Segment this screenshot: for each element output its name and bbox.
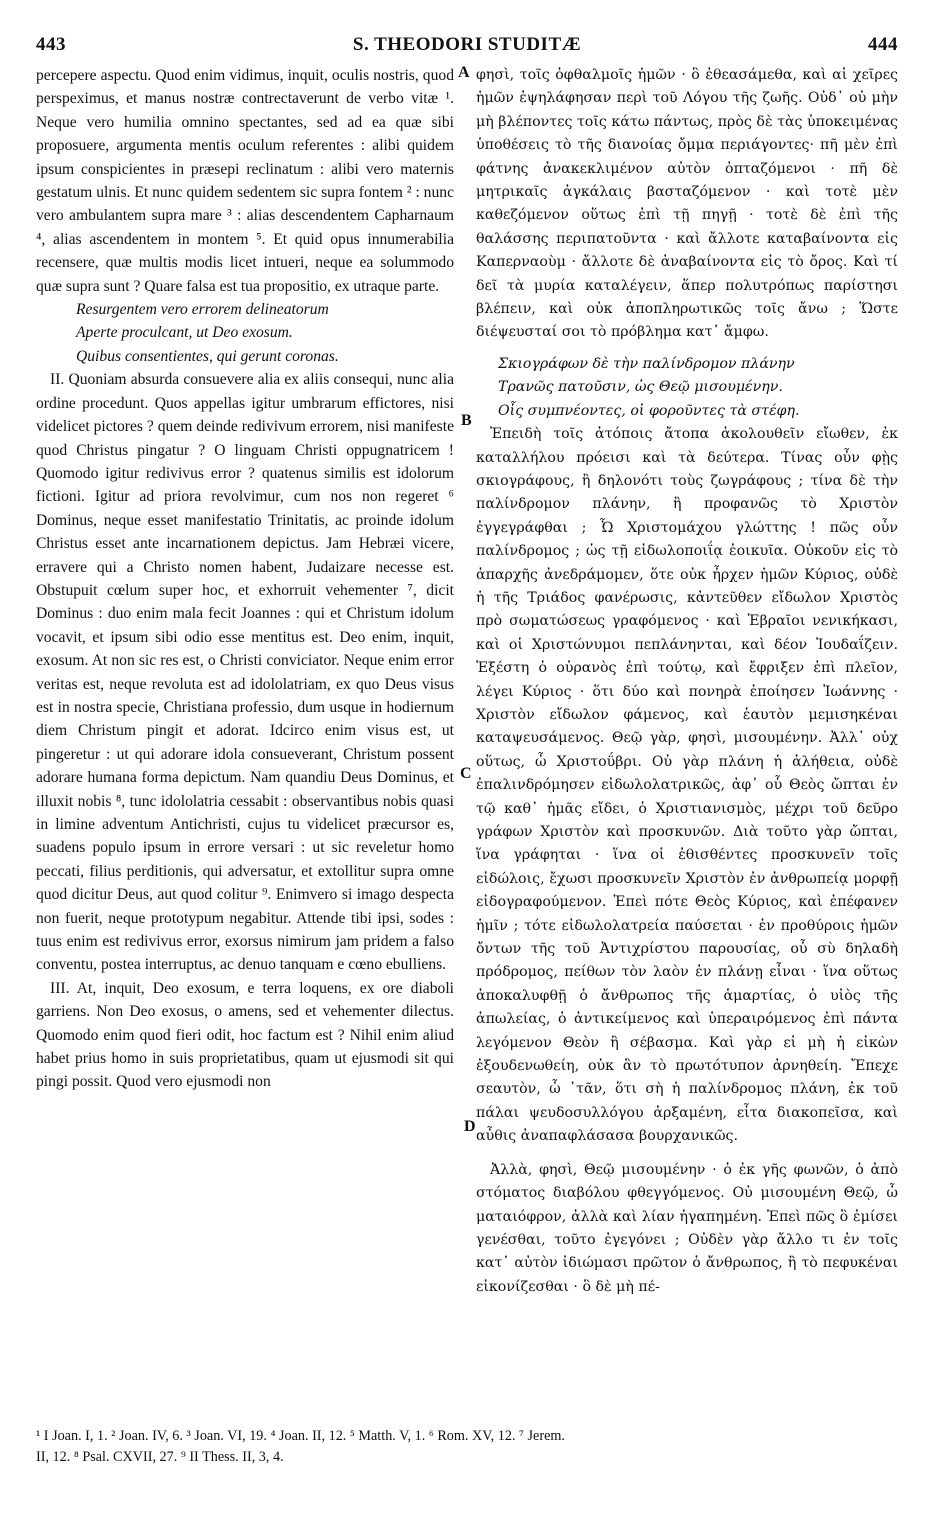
- latin-verse-line: Aperte proculcant, ut Deo exosum.: [76, 324, 293, 342]
- latin-verse-line: Quibus consentientes, qui gerunt coronas.: [76, 347, 339, 365]
- greek-verse-line: Σκιογράφων δὲ τὴν παλίνδρομον πλάνην: [498, 355, 795, 372]
- margin-marker-b: B: [461, 412, 472, 429]
- footnote-line: II, 12. ⁸ Psal. CXVII, 27. ⁹ II Thess. II, 3, 4.: [36, 1449, 284, 1465]
- footnote-line: ¹ I Joan. I, 1. ² Joan. IV, 6. ³ Joan. VI, 19. ⁴ Joan. II, 12. ⁵ Matth. V, 1. ⁶ Rom. XV, 12. ⁷ Jerem.: [36, 1428, 565, 1444]
- footnotes: [36, 1426, 898, 1468]
- margin-marker-c: C: [460, 765, 472, 782]
- greek-paragraph-3: Ἀλλὰ, φησὶ, Θεῷ μισουμένην · ὁ ἐκ γῆς φωνῶν, ὁ ἀπὸ στόματος διαβόλου φθεγγόμενος. Οὐ μισουμένη Θεῷ, ὦ ματαιόφρον, ἀλλὰ καὶ λίαν ἠγαπημένη. Ἐπεὶ πῶς ὃ ἐμίσει γενέσθαι, τοῦτο ἐγεγόνει ; Οὐδὲν γὰρ ἄλλο τι ἐν τοῖς κατ᾽ αὐτὸν ἰδιώμασι πρῶτον ὁ ἄνθρωπος, ἢ τὸ πεφυκέναι εἰκονίζεσθαι · ὃ δὲ μὴ πέ-: [476, 1161, 898, 1295]
- latin-paragraph-2: II. Quoniam absurda consuevere alia ex aliis consequi, nunc alia ordine procedunt. Quos appellas igitur umbrarum effictores, nisi videlicet pictores ? quem deinde redivivum errorem, nisi manifeste quod Christus pingatur ? O linguam Christi oppugnatricem ! Quomodo igitur redivivus error ? quatenus similis est idolorum fictioni. Igitur ad priora revolvimur, cum nos non regeret ⁶ Dominus, neque esset manifestatio Trinitatis, ac proinde idolum Christus esset ante incarnationem depictus. Jam Hebræi vicere, erravere qui a Christo nomen habent, Judaizare necesse est. Obstupuit cœlum super hoc, et exhorruit vehementer ⁷, dicit Dominus : duo enim mala fecit Joannes : qui et Christum idolum vocavit, et ipsum sibi odio esse mentitus est. Deo enim, inquit, exosum. At non sic res est, o Christi conviciator. Neque enim error veritas est, neque revoluta est ad idololatriam, ex quo Deus visus est in nostra specie, Christiana professio, dum usque in hodiernum diem Christum pingit et adorat. Idcirco enim visus est, ut pingeretur : ut qui adorare idola consueverant, Christum possent adorare humana forma depictum. Nam quandiu Deus Dominus, et illuxit nobis ⁸, tunc idololatria cessabit : observantibus nobis quasi in limine adventum Antichristi, cujus tu videlicet præcursor es, suadens populo ipsum in errore versari : ut sic reveletur homo peccati, filius perditionis, qui adversatur, et extollitur supra omne quod dicitur Deus, aut quod colitur ⁹. Enimvero si imago despecta non fuerit, neque prototypum negabitur. Attende tibi ipsi, sodes : tuus enim est redivivus error, exorsus nimirum jam pridem a falso conventu, postea interruptus, ac denuo tanquam e cœno ebulliens.: [36, 371, 454, 974]
- greek-paragraph-2: Ἐπειδὴ τοῖς ἀτόποις ἄτοπα ἀκολουθεῖν εἴωθεν, ἐκ καταλλήλου πρόεισι καὶ τὰ δεύτερα. Τίνας οὖν φῂς σκιογράφους, ἢ δηλονότι τοὺς ζωγράφους ; τίνα δὲ τὴν παλίνδρομον πλάνην, ἢ προφανῶς τὸ Χριστὸν ἐγγεγράφθαι ; Ὦ Χριστομάχου γλώττης ! πῶς οὖν παλίνδρομος ; ὡς τῇ εἰδωλοποιΐᾳ ἐοικυῖα. Οὐκοῦν εἰς τὸ ἀπαρχῆς ἀνεδράμομεν, ὅτε οὐκ ἦρχεν ἡμῶν Κύριος, οὐδὲ ἡ τῆς Τριάδος φανέρωσις, κἀντεῦθεν εἴδωλον Χριστὸς πρὸ σωματώσεως γραφόμενος · καὶ Ἑβραῖοι νενικήκασι, καὶ οἱ Χριστώνυμοι πεπλάνηνται, καὶ δέον Ἰουδαΐζειν. Ἐξέστη ὁ οὐρανὸς ἐπὶ τούτῳ, καὶ ἔφριξεν ἐπὶ πλεῖον, λέγει Κύριος · ὅτι δύο καὶ πονηρὰ ἐποίησεν Ἰωάννης · Χριστὸν εἴδωλον φάμενος, καὶ ἑαυτὸν μεμισηκέναι καταψευσάμενος. Θεῷ γὰρ, φησὶ, μισουμένην. Ἀλλ᾽ οὐχ οὕτως, ὦ Χριστοΰβρι. Οὐ γὰρ πλάνη ἡ ἀλήθεια, οὐδὲ ἐπαλινδρόμησεν εἰδωλολατρικῶς, ἀφ᾽ οὗ Θεὸς ὤπται ἐν τῷ καθ᾽ ἡμᾶς εἴδει, ὁ Χριστιανισμὸς, μέχρι τοῦ δεῦρο γράφων Χριστὸν καὶ προσκυνῶν. Διὰ τοῦτο γὰρ ὤπται, ἵνα γράφηται · ἵνα οἱ ἐθισθέντες προσκυνεῖν τοῖς εἰδώλοις, ἔχωσι προσκυνεῖν Χριστὸν ἐν ἀνθρωπείᾳ μορφῇ εἰδογραφούμενον. Ἐπεὶ πότε Θεὸς Κύριος, καὶ ἐπέφανεν ἡμῖν ; τότε εἰδωλολατρεία παύσεται · ἐν προθύροις ἡμῶν ὄντων τῆς τοῦ Ἀντιχρίστου παρουσίας, οὗ σὺ δηλαδὴ πρόδρομος, πείθων τὸν λαὸν ἐν πλάνῃ εἶναι · ἵνα οὕτως ἀποκαλυφθῇ ὁ ἄνθρωπος τῆς ἁμαρτίας, ὁ υἱὸς τῆς ἀπωλείας, ὁ ἀντικείμενος καὶ ὑπεραιρόμενος ἐπὶ πάντα λεγόμενον Θεὸν ἢ σέβασμα. Καὶ γὰρ εἰ μὴ ἡ εἰκὼν ἐξουδενωθείη, οὐκ ἂν τὸ πρωτότυπον ἀρνηθείη. Ἔπεχε σεαυτὸν, ὦ ᾽τᾶν, ὅτι σὴ ἡ παλίνδρομος πλάνη, ἐκ τοῦ πάλαι ψευδοσυλλόγου ἀρξαμένη, εἶτα διακοπεῖσα, καὶ αὖθις ἀναπαφλάσασα βουρχανικῶς.: [476, 426, 898, 1145]
- latin-verse-line: Resurgentem vero errorem delineatorum: [76, 301, 329, 319]
- greek-verse-line: Οἷς συμπνέοντες, οἱ φοροῦντες τὰ στέφη.: [498, 402, 800, 419]
- page-number-right: 444: [868, 34, 898, 55]
- greek-paragraph-1: φησὶ, τοῖς ὀφθαλμοῖς ἡμῶν · ὃ ἐθεασάμεθα, καὶ αἱ χεῖρες ἡμῶν ἐψηλάφησαν περὶ τοῦ Λόγου τῆς ζωῆς. Οὐδ᾽ οὐ μὴν μὴ βλέποντες τοῖς κάτω πάντως, πρὸς δὲ τὰς ὑποκειμένας ὑποθέσεις τὸ τῆς διανοίας ὄμμα περιάγοντες· πῆ μὲν ἐπὶ φάτνης ἀνακεκλιμένον αὐτὸν ὀπταζόμενοι · πῆ δὲ μητρικαῖς ἀγκάλαις βασταζόμενον · καὶ τοτὲ μὲν καθεζόμενον οὕτως ἐπὶ τῇ πηγῇ · τοτὲ δὲ ἐπὶ τῆς θαλάσσης περιπατοῦντα · καὶ ἄλλοτε καταβαίνοντα εἰς Καπερναοὺμ · ἄλλοτε δὲ ἀναβαίνοντα εἰς τὸ ὄρος. Καὶ τί δεῖ τὰ μυρία καταλέγειν, ἅπερ πολυτρόπως παρίστησι βλέπειν, καὶ οὐκ ἀποπληρωτικῶς τοῖς ἄνω ; Ὥστε διέψευσταί σοι τὸ πρόβλημα κατ᾽ ἄμφω.: [476, 67, 898, 341]
- margin-marker-d: D: [464, 1118, 476, 1135]
- greek-column: [476, 64, 898, 1299]
- page-header: [36, 34, 898, 62]
- margin-marker-a: A: [458, 64, 470, 81]
- latin-paragraph-1: percepere aspectu. Quod enim vidimus, inquit, oculis nostris, quod perspeximus, et manus nostræ contrectaverunt de verbo vitæ ¹. Neque vero humilia omnino spectantes, sed ad ea quæ sibi proposuere, argumenta mentis oculum referentes : alibi quidem ipsum conspicientes in præsepi reclinatum : alibi vero maternis gestatum ulnis. Et nunc quidem sedentem sic supra fontem ² : nunc vero ambulantem supra mare ³ : alias descendentem Capharnaum ⁴, alias ascendentem in montem ⁵. Et quid opus innumerabilia recensere, quæ multis modis licet intueri, neque ea solummodo quæ supra sunt ? Quare falsa est tua propositio, ex utraque parte.: [36, 67, 454, 295]
- greek-verse-line: Τρανῶς πατοῦσιν, ὡς Θεῷ μισουμένην.: [498, 379, 783, 396]
- page-number-left: 443: [36, 34, 66, 55]
- running-title: S. THEODORI STUDITÆ: [352, 34, 582, 55]
- latin-paragraph-3: III. At, inquit, Deo exosum, e terra loquens, ex ore diaboli garriens. Non Deo exosus, o amens, sed et vehementer dilectus. Quomodo enim quod fieri odit, hoc factum est ? Nihil enim aliud habet prius homo in suis proprietatibus, quam ut ejusmodi sit qui pingi possit. Quod vero ejusmodi non: [36, 979, 454, 1091]
- latin-column: [36, 64, 454, 1094]
